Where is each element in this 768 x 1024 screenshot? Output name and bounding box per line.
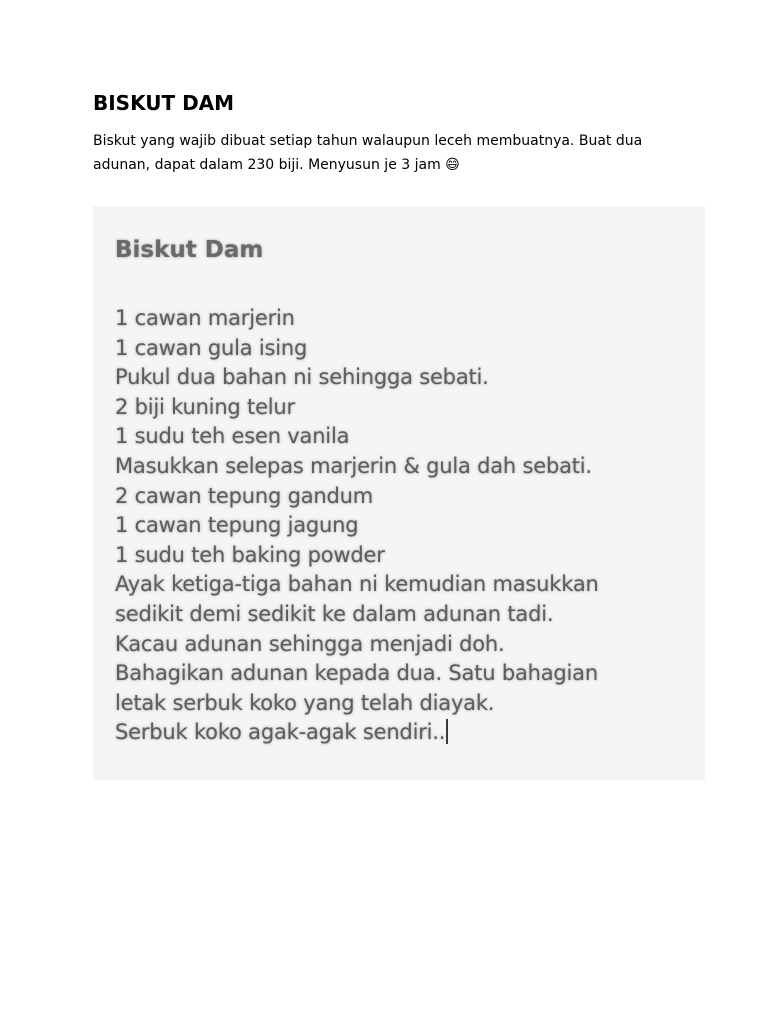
recipe-line-last-text: Serbuk koko agak-agak sendiri.. <box>115 720 446 745</box>
recipe-line: 1 cawan tepung jagung <box>115 513 359 538</box>
recipe-line: Bahagikan adunan kepada dua. Satu bahagian <box>115 661 598 686</box>
recipe-image <box>93 206 705 780</box>
recipe-lines <box>115 304 599 748</box>
recipe-line: sedikit demi sedikit ke dalam adunan tadi. <box>115 601 554 626</box>
recipe-line: 1 cawan gula ising <box>115 335 308 360</box>
recipe-line: letak serbuk koko yang telah diayak. <box>115 690 495 715</box>
text-cursor <box>446 719 448 744</box>
recipe-line: 2 biji kuning telur <box>115 394 295 419</box>
recipe-line: 1 sudu teh baking powder <box>115 542 385 567</box>
recipe-line: Masukkan selepas marjerin & gula dah sebati. <box>115 453 592 478</box>
page-title: BISKUT DAM <box>93 91 235 115</box>
recipe-line: 1 cawan marjerin <box>115 306 295 330</box>
recipe-line: 2 cawan tepung gandum <box>115 483 373 508</box>
intro-paragraph: Biskut yang wajib dibuat setiap tahun walaupun leceh membuatnya. Buat dua adunan, dapat dalam 230 biji. Menyusun je 3 jam 😄 <box>93 133 643 173</box>
recipe-image-title: Biskut Dam <box>115 237 264 263</box>
recipe-line-last <box>115 718 599 748</box>
recipe-line: Ayak ketiga-tiga bahan ni kemudian masukkan <box>115 572 599 597</box>
recipe-line: 1 sudu teh esen vanila <box>115 424 350 449</box>
recipe-line: Kacau adunan sehingga menjadi doh. <box>115 631 505 656</box>
recipe-line: Pukul dua bahan ni sehingga sebati. <box>115 365 489 390</box>
